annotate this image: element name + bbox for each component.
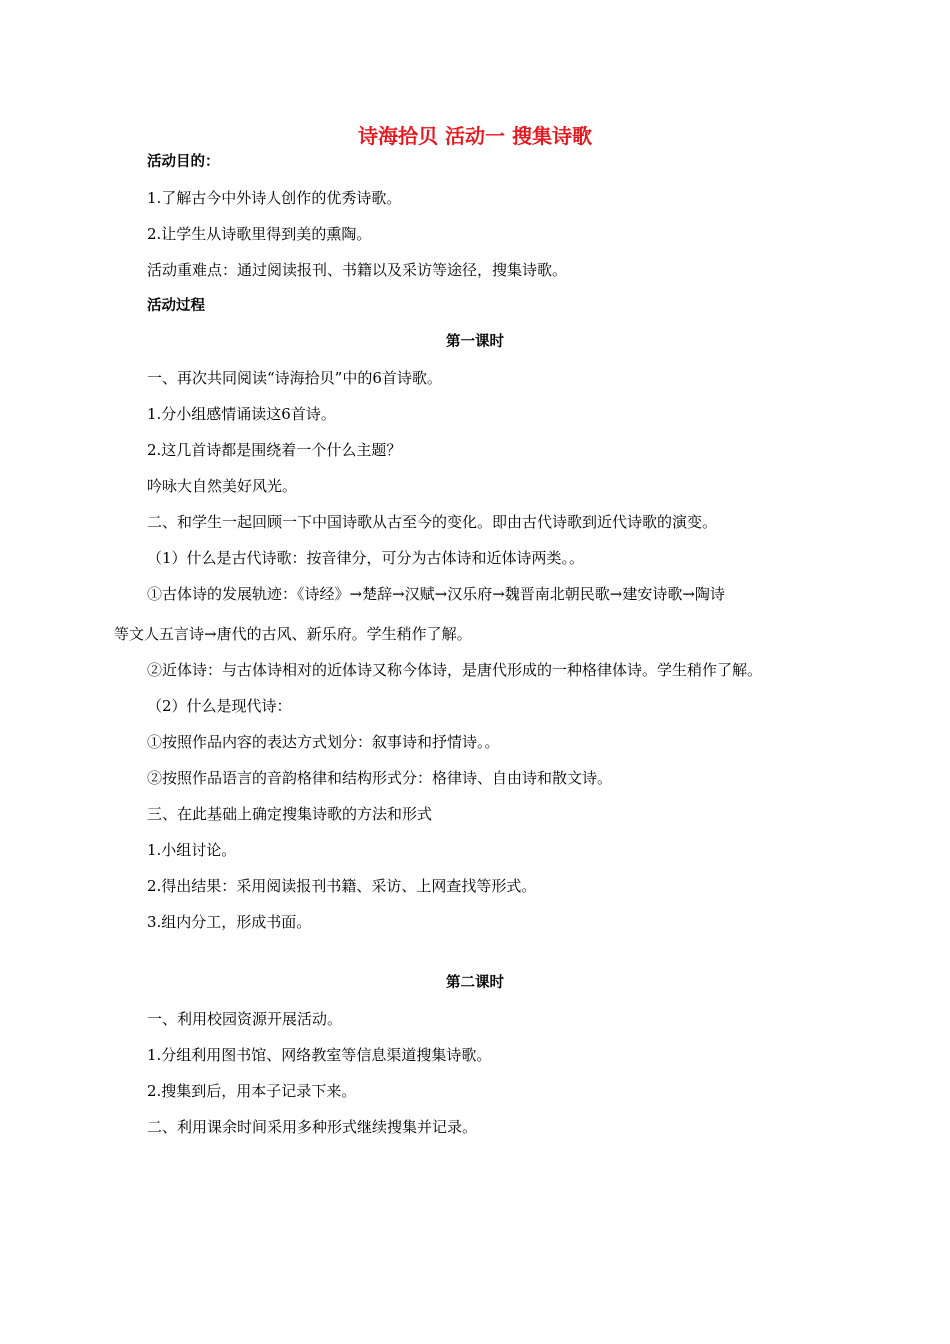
lesson1-line: ①古体诗的发展轨迹：《诗经》→楚辞→汉赋→汉乐府→魏晋南北朝民歌→建安诗歌→陶诗 (147, 585, 725, 603)
lesson2-line: 二、利用课余时间采用多种形式继续搜集并记录。 (147, 1118, 478, 1136)
lesson1-line: （1）什么是古代诗歌：按音律分，可分为古体诗和近体诗两类。。 (147, 549, 585, 567)
lesson1-line: 吟咏大自然美好风光。 (147, 477, 298, 495)
objective-item: 2.让学生从诗歌里得到美的熏陶。 (147, 225, 372, 243)
lesson1-heading: 第一课时 (446, 334, 504, 350)
document-title: 诗海拾贝 活动一 搜集诗歌 (358, 124, 592, 148)
lesson1-line: 三、在此基础上确定搜集诗歌的方法和形式 (147, 805, 433, 823)
lesson2-line: 1.分组利用图书馆、网络教室等信息渠道搜集诗歌。 (147, 1046, 492, 1064)
lesson1-line: 1.分小组感情诵读这6首诗。 (147, 405, 336, 423)
lesson1-line: ①按照作品内容的表达方式划分：叙事诗和抒情诗。。 (147, 733, 500, 751)
lesson2-line: 一、利用校园资源开展活动。 (147, 1010, 343, 1028)
lesson1-line: 二、和学生一起回顾一下中国诗歌从古至今的变化。即由古代诗歌到近代诗歌的演变。 (147, 513, 718, 531)
lesson1-line: 2.得出结果：采用阅读报刊书籍、采访、上网查找等形式。 (147, 877, 537, 895)
process-heading: 活动过程 (147, 298, 205, 314)
lesson1-line: 3.组内分工，形成书面。 (147, 913, 312, 931)
lesson1-line: 2.这几首诗都是围绕着一个什么主题？ (147, 441, 402, 459)
lesson1-line: 等文人五言诗→唐代的古风、新乐府。学生稍作了解。 (114, 625, 472, 643)
lesson1-line: 一、再次共同阅读“诗海拾贝”中的6首诗歌。 (147, 369, 442, 387)
lesson2-heading: 第二课时 (446, 975, 504, 991)
objective-item: 1.了解古今中外诗人创作的优秀诗歌。 (147, 189, 402, 207)
key-points: 活动重难点：通过阅读报刊、书籍以及采访等途径，搜集诗歌。 (147, 261, 568, 279)
lesson2-line: 2.搜集到后，用本子记录下来。 (147, 1082, 357, 1100)
lesson1-line: （2）什么是现代诗： (147, 697, 292, 715)
lesson1-line: ②近体诗：与古体诗相对的近体诗又称今体诗，是唐代形成的一种格律体诗。学生稍作了解。 (147, 661, 763, 679)
lesson1-line: 1.小组讨论。 (147, 841, 237, 859)
objectives-heading: 活动目的： (147, 154, 220, 170)
lesson1-line: ②按照作品语言的音韵格律和结构形式分：格律诗、自由诗和散文诗。 (147, 769, 613, 787)
